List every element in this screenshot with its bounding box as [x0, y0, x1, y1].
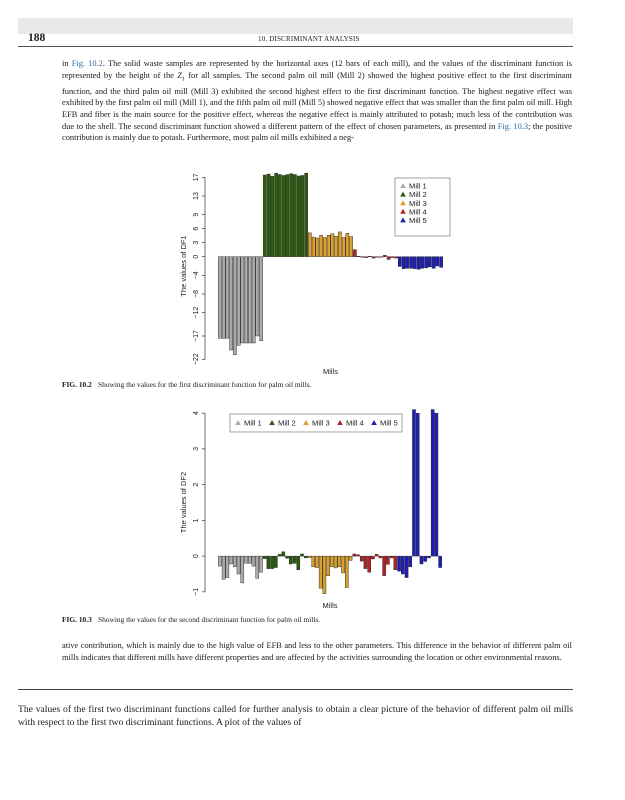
bar-mill-2 [300, 554, 303, 556]
bar-mill-1 [252, 257, 255, 343]
paragraph-3: The values of the first two discriminant functions called for further analysis to obtain a clear picture of the behavior of different palm oil mills with respect to the first two discriminant functions. A plot of the values of [18, 704, 573, 728]
bar-mill-5 [427, 556, 430, 558]
y-tick-label: −12 [193, 306, 200, 319]
bar-mill-1 [260, 257, 263, 341]
bar-mill-2 [289, 556, 292, 564]
bar-mill-4 [383, 255, 386, 256]
bar-mill-3 [316, 238, 319, 257]
bar-mill-2 [278, 175, 281, 257]
bar-mill-3 [342, 556, 345, 573]
paragraph-1-text-c: for all samples. The second palm oil mill (Mill 2) showed the highest positive effect to the first discriminant function, and the third palm oil mill (Mill 3) exhibited the second highest effect to the first discriminant function. The highest negative effect was exhibited by the first palm oil mill (Mill 1), and the fifth palm oil mill (Mill 5) showed negative effect that was smaller than the first palm oil mill. High EFB and fiber is the main source for the positive effect, whereas the negative effect is mainly attributed to potash; much less of the contribution was due to the shell. The second discriminant function showed a different pattern of the effect of chosen parameters, as presented in [62, 70, 573, 131]
y-tick-label: 3 [193, 240, 200, 245]
bar-mill-3 [338, 556, 341, 567]
bar-mill-5 [420, 556, 423, 564]
bar-mill-5 [413, 257, 416, 269]
bar-mill-5 [439, 556, 442, 567]
bar-mill-2 [297, 556, 300, 570]
bar-mill-2 [263, 556, 266, 559]
running-head: 10. DISCRIMINANT ANALYSIS [258, 35, 360, 43]
bar-mill-3 [334, 556, 337, 568]
bar-mill-1 [233, 257, 236, 355]
bar-mill-1 [226, 556, 229, 577]
bar-mill-3 [338, 232, 341, 257]
legend-label-mill-1: Mill 1 [244, 418, 262, 428]
y-tick-label: 4 [193, 411, 200, 416]
bar-mill-1 [241, 556, 244, 583]
bar-mill-1 [218, 257, 221, 339]
bar-mill-5 [417, 257, 420, 270]
bar-mill-5 [409, 556, 412, 567]
bar-mill-2 [290, 174, 293, 257]
bar-mill-5 [424, 556, 427, 561]
bar-mill-4 [395, 257, 398, 258]
legend-label-mill-5: Mill 5 [380, 418, 398, 428]
bar-mill-5 [436, 257, 439, 266]
bar-mill-4 [379, 556, 382, 558]
bar-mill-1 [256, 257, 259, 336]
bar-mill-2 [304, 556, 307, 558]
header-rule [18, 46, 573, 47]
y-tick-label: 3 [193, 446, 200, 451]
y-axis-label: The values of DF1 [179, 235, 188, 297]
legend-label-mill-3: Mill 3 [409, 198, 427, 208]
y-tick-label: 9 [193, 212, 200, 217]
bar-mill-1 [241, 257, 244, 343]
bar-mill-1 [259, 556, 262, 572]
bar-mill-4 [383, 556, 386, 576]
bar-mill-2 [278, 554, 281, 556]
bar-mill-5 [406, 257, 409, 269]
figure-10-3-caption-text: Showing the values for the second discriminant function for palm oil mills. [98, 615, 321, 624]
y-tick-label: 17 [193, 173, 200, 182]
y-tick-label: 13 [193, 192, 200, 200]
legend-label-mill-2: Mill 2 [409, 190, 427, 200]
bar-mill-3 [312, 556, 315, 567]
y-tick-label: 6 [193, 226, 200, 231]
bar-mill-1 [218, 556, 221, 566]
legend-label-mill-5: Mill 5 [409, 216, 427, 225]
bar-mill-1 [245, 257, 248, 343]
section-rule [18, 689, 573, 690]
legend-label-mill-2: Mill 2 [278, 418, 296, 428]
bar-mill-1 [230, 556, 233, 564]
bar-mill-1 [222, 257, 225, 339]
bar-mill-4 [353, 250, 356, 257]
bar-mill-5 [410, 257, 413, 269]
bar-mill-5 [428, 257, 431, 267]
bar-mill-3 [308, 233, 311, 257]
z-symbol: Z [177, 70, 182, 80]
bar-mill-3 [323, 238, 326, 257]
bar-mill-4 [372, 257, 375, 258]
bar-mill-3 [350, 237, 353, 257]
bar-mill-1 [226, 257, 229, 339]
bar-mill-3 [327, 235, 330, 256]
bar-mill-2 [275, 173, 278, 257]
y-tick-label: −17 [193, 330, 200, 342]
bar-mill-4 [376, 257, 379, 258]
bar-mill-2 [301, 175, 304, 256]
bar-mill-2 [274, 556, 277, 567]
y-tick-label: 2 [193, 482, 200, 487]
bar-mill-2 [297, 176, 300, 257]
bar-mill-3 [331, 234, 334, 257]
y-axis-label: The values of DF2 [179, 471, 188, 534]
bar-mill-5 [432, 257, 435, 269]
bar-mill-2 [263, 175, 266, 257]
y-tick-label: −8 [193, 290, 200, 298]
bar-mill-3 [335, 236, 338, 257]
bar-mill-4 [380, 257, 383, 258]
bar-mill-5 [421, 257, 424, 269]
bar-mill-1 [256, 556, 259, 578]
legend-label-mill-3: Mill 3 [312, 418, 330, 428]
y-tick-label: −1 [193, 587, 200, 596]
bar-mill-2 [267, 556, 270, 569]
bar-mill-1 [237, 556, 240, 574]
bar-mill-5 [398, 556, 401, 571]
bar-mill-5 [435, 413, 438, 556]
bar-mill-4 [394, 556, 397, 570]
legend-label-mill-4: Mill 4 [346, 418, 364, 428]
bar-mill-1 [230, 257, 233, 350]
bar-mill-3 [323, 556, 326, 594]
bar-mill-5 [405, 556, 408, 577]
bar-mill-1 [233, 556, 236, 567]
bar-mill-5 [398, 257, 401, 267]
paragraph-1-text-a: in [62, 59, 72, 68]
bar-mill-3 [327, 556, 330, 576]
bar-mill-3 [342, 238, 345, 257]
bar-mill-3 [349, 556, 352, 560]
bar-mill-2 [305, 173, 308, 257]
bar-mill-5 [402, 257, 405, 269]
paragraph-1-text-d: ; the positive contribution is mainly due to potash. Furthermore, most palm oil mills exhibited a neg- [62, 121, 573, 143]
bar-mill-2 [293, 556, 296, 563]
bar-mill-4 [390, 556, 393, 558]
bar-mill-4 [368, 556, 371, 572]
bar-mill-5 [401, 556, 404, 574]
bar-mill-3 [330, 556, 333, 567]
bar-mill-3 [308, 556, 311, 557]
bar-mill-3 [345, 556, 348, 587]
bar-mill-3 [319, 556, 322, 588]
bar-mill-3 [346, 233, 349, 256]
bar-mill-4 [353, 554, 356, 556]
bar-mill-4 [391, 257, 394, 258]
legend-label-mill-4: Mill 4 [409, 207, 427, 217]
figure-10-3-label: FIG. 10.3 [62, 615, 92, 624]
bar-mill-3 [312, 237, 315, 257]
y-tick-label: 0 [193, 254, 200, 259]
bar-mill-4 [365, 257, 368, 258]
bar-mill-5 [425, 257, 428, 268]
bar-mill-4 [357, 256, 360, 257]
bar-mill-4 [360, 556, 363, 561]
bar-mill-2 [267, 174, 270, 257]
bar-mill-1 [248, 556, 251, 563]
bar-mill-4 [375, 554, 378, 556]
y-tick-label: 1 [193, 518, 200, 523]
bar-mill-5 [416, 413, 419, 556]
y-tick-label: −22 [193, 353, 200, 366]
figure-10-2-caption-text: Showing the values for the first discriminant function for palm oil mills. [98, 380, 312, 389]
bar-mill-2 [286, 175, 289, 257]
bar-mill-1 [237, 257, 240, 346]
bar-mill-2 [271, 176, 274, 256]
paragraph-1-text-b: . The solid waste samples are represented by the horizontal axes (12 bars of each mill), and the values of the discriminant function is represented by the height of the [62, 59, 572, 80]
bar-mill-5 [440, 257, 443, 268]
figure-10-2-chart [160, 168, 460, 378]
legend-label-mill-1: Mill 1 [409, 181, 427, 191]
bar-mill-4 [356, 555, 359, 556]
paragraph-2: ative contribution, which is mainly due to the high value of EFB and less to the other parameters. This difference in the behavior of different palm oil mills indicates that different mills have different properties and are affected by the activities surrounding the location or other environmental reasons. [62, 641, 572, 662]
bar-mill-2 [293, 175, 296, 257]
paragraph-1 [62, 58, 572, 144]
page-number: 188 [28, 32, 46, 44]
bar-mill-3 [320, 235, 323, 256]
bar-mill-2 [282, 552, 285, 556]
bar-mill-2 [286, 556, 289, 558]
bar-mill-4 [387, 257, 390, 260]
y-tick-label: −4 [193, 271, 200, 280]
figure-10-3-caption [62, 615, 320, 624]
x-axis-label: Mills [322, 601, 338, 610]
bar-mill-2 [282, 175, 285, 256]
bar-mill-1 [248, 257, 251, 343]
bar-mill-3 [315, 556, 318, 567]
bar-mill-4 [361, 257, 364, 258]
figure-10-2-caption [62, 380, 311, 389]
fig-10-3-link[interactable]: Fig. 10.3 [497, 121, 529, 131]
header-band [18, 18, 573, 34]
fig-10-2-link[interactable]: Fig. 10.2 [71, 59, 103, 68]
figure-10-2-label: FIG. 10.2 [62, 380, 92, 389]
z-subscript: 1 [181, 76, 185, 83]
bar-mill-5 [431, 410, 434, 557]
figure-10-3-chart [160, 402, 460, 614]
bar-mill-4 [364, 556, 367, 569]
bar-mill-2 [271, 556, 274, 569]
bar-mill-1 [252, 556, 255, 566]
bar-mill-4 [371, 556, 374, 559]
bar-mill-4 [386, 556, 389, 564]
x-axis-label: Mills [323, 367, 338, 376]
y-tick-label: 0 [193, 554, 200, 559]
bar-mill-1 [244, 556, 247, 563]
bar-mill-5 [412, 410, 415, 557]
bar-mill-4 [368, 256, 371, 257]
bar-mill-1 [222, 556, 225, 579]
